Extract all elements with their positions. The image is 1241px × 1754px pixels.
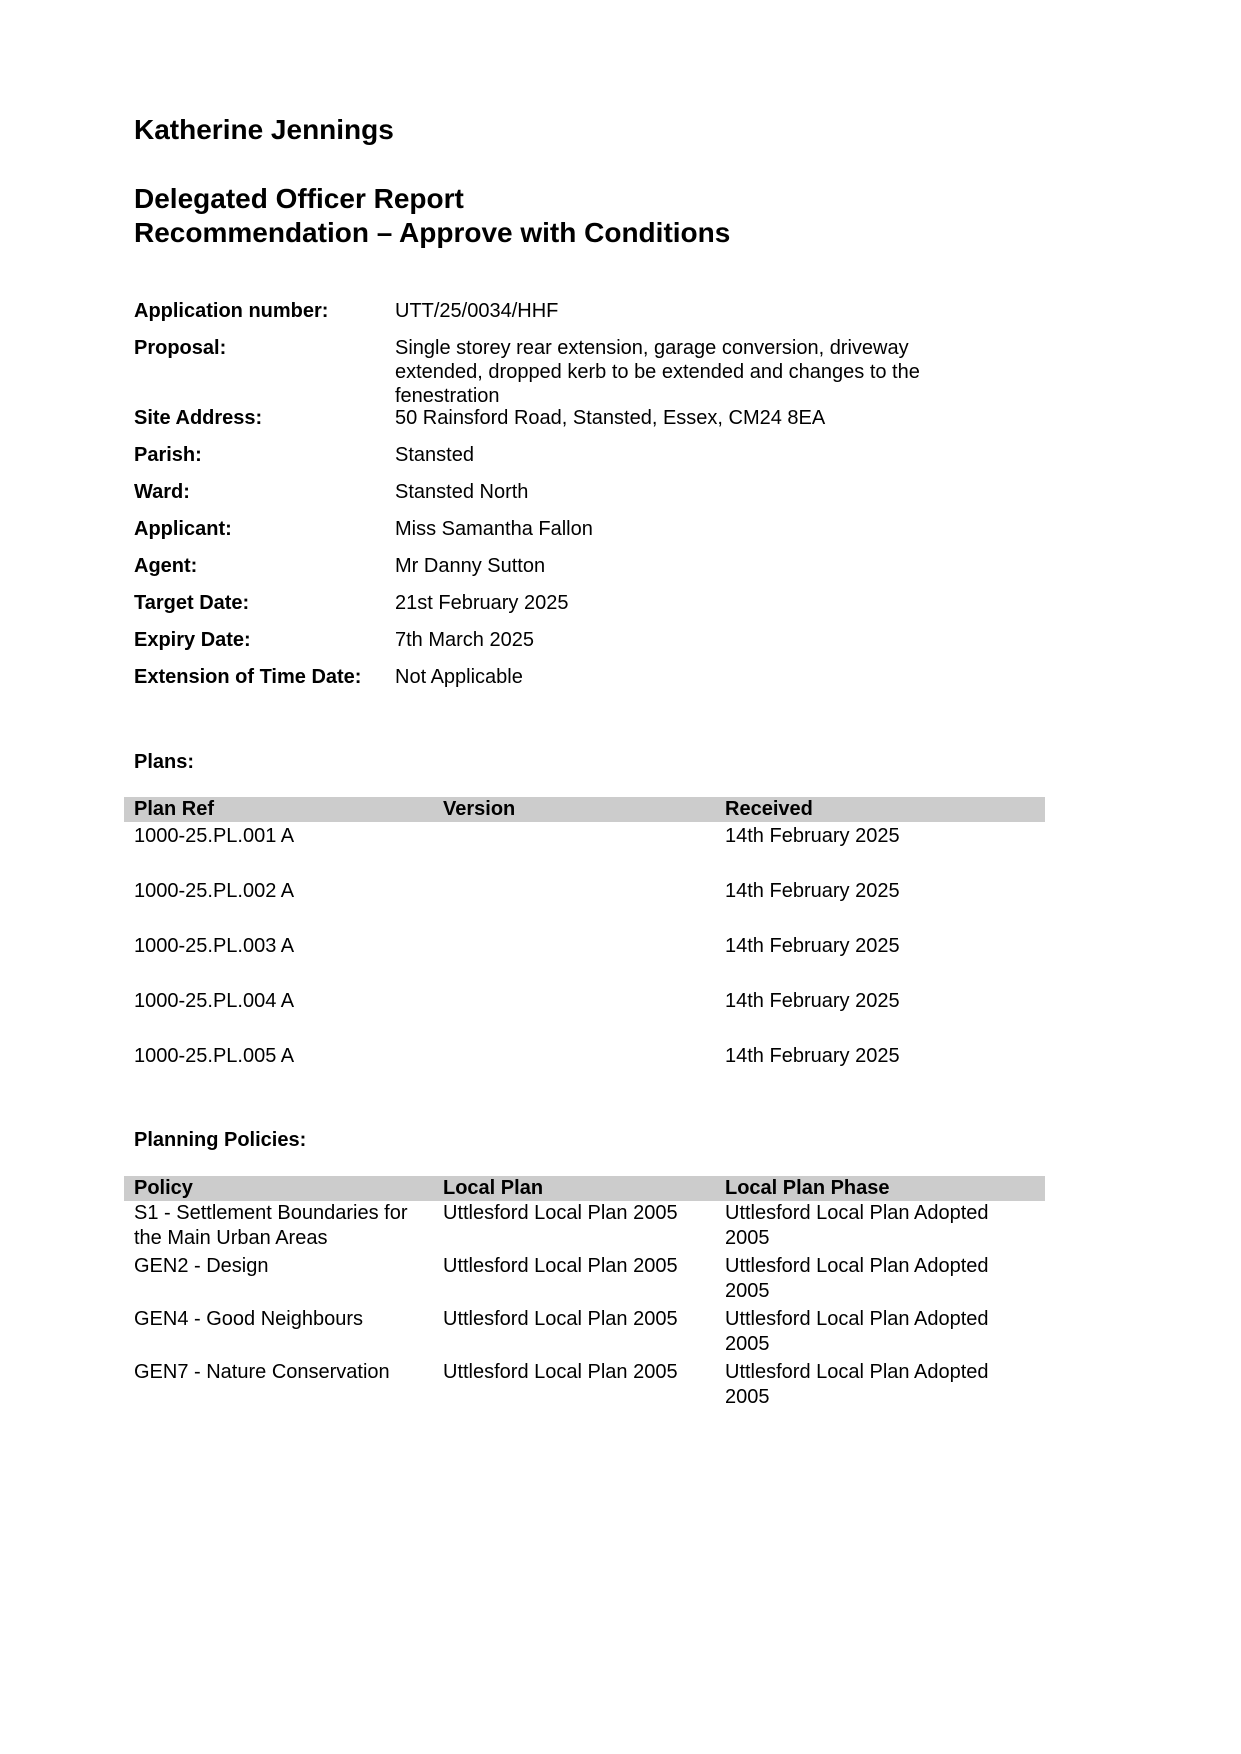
report-recommendation: Recommendation – Approve with Conditions	[134, 217, 731, 248]
table-row	[124, 1254, 1045, 1307]
plan-received-cell: 14th February 2025	[725, 935, 900, 957]
plan-received-cell: 14th February 2025	[725, 990, 900, 1012]
detail-row-extension-of-time-date	[134, 665, 954, 702]
plan-ref-cell: 1000-25.PL.005 A	[134, 1045, 295, 1067]
local-plan-phase-cell: Uttlesford Local Plan Adopted 2005	[725, 1255, 989, 1302]
table-row	[124, 987, 1045, 1042]
plan-ref-cell: 1000-25.PL.001 A	[134, 825, 295, 847]
detail-label: Target Date:	[134, 592, 250, 614]
detail-value: 21st February 2025	[395, 592, 569, 614]
plan-version-cell	[433, 989, 715, 1042]
column-header-received: Received	[725, 798, 813, 820]
column-header-plan-ref: Plan Ref	[134, 798, 215, 820]
detail-row-parish	[134, 443, 954, 480]
local-plan-cell: Uttlesford Local Plan 2005	[443, 1202, 678, 1224]
local-plan-phase-cell: Uttlesford Local Plan Adopted 2005	[725, 1202, 989, 1249]
detail-value: Stansted North	[395, 481, 529, 503]
table-row	[124, 877, 1045, 932]
report-title-block	[134, 182, 730, 250]
plan-received-cell: 14th February 2025	[725, 1045, 900, 1067]
table-row	[124, 932, 1045, 987]
plans-table	[124, 797, 1045, 1097]
detail-label: Ward:	[134, 481, 190, 503]
detail-label: Proposal:	[134, 337, 227, 359]
detail-value: 7th March 2025	[395, 629, 534, 651]
plan-ref-cell: 1000-25.PL.004 A	[134, 990, 295, 1012]
local-plan-phase-cell: Uttlesford Local Plan Adopted 2005	[725, 1308, 989, 1355]
detail-value: Stansted	[395, 444, 474, 466]
policies-table	[124, 1176, 1045, 1413]
policy-cell: GEN4 - Good Neighbours	[134, 1308, 364, 1330]
plan-ref-cell: 1000-25.PL.003 A	[134, 935, 295, 957]
column-header-local-plan-phase: Local Plan Phase	[725, 1177, 890, 1199]
plan-received-cell: 14th February 2025	[725, 825, 900, 847]
detail-label: Site Address:	[134, 407, 263, 429]
policy-cell: S1 - Settlement Boundaries for the Main Urban Areas	[134, 1202, 408, 1249]
plan-received-cell: 14th February 2025	[725, 880, 900, 902]
detail-label: Agent:	[134, 555, 198, 577]
detail-value: Not Applicable	[395, 666, 523, 688]
detail-value: Single storey rear extension, garage conversion, driveway extended, dropped kerb to be extended and changes to the fenestration	[395, 337, 920, 407]
table-row	[124, 822, 1045, 877]
detail-row-proposal	[134, 336, 954, 406]
plan-version-cell	[433, 1044, 715, 1097]
table-row	[124, 1360, 1045, 1413]
detail-row-agent	[134, 554, 954, 591]
plans-heading: Plans:	[134, 751, 195, 773]
report-title: Delegated Officer Report	[134, 183, 464, 214]
detail-label: Parish:	[134, 444, 202, 466]
detail-label: Application number:	[134, 300, 329, 322]
detail-row-site-address	[134, 406, 954, 443]
detail-value: UTT/25/0034/HHF	[395, 300, 559, 322]
table-header-row	[124, 1176, 1045, 1201]
detail-label: Expiry Date:	[134, 629, 251, 651]
table-row	[124, 1042, 1045, 1097]
detail-label: Extension of Time Date:	[134, 666, 362, 688]
detail-value: Mr Danny Sutton	[395, 555, 546, 577]
application-details	[134, 299, 954, 702]
table-header-row	[124, 797, 1045, 822]
plan-version-cell	[433, 934, 715, 987]
plan-ref-cell: 1000-25.PL.002 A	[134, 880, 295, 902]
detail-row-target-date	[134, 591, 954, 628]
local-plan-phase-cell: Uttlesford Local Plan Adopted 2005	[725, 1361, 989, 1408]
local-plan-cell: Uttlesford Local Plan 2005	[443, 1255, 678, 1277]
column-header-local-plan: Local Plan	[443, 1177, 544, 1199]
detail-row-ward	[134, 480, 954, 517]
column-header-version: Version	[443, 798, 516, 820]
detail-row-application-number	[134, 299, 954, 336]
detail-row-expiry-date	[134, 628, 954, 665]
officer-name: Katherine Jennings	[134, 114, 394, 145]
table-row	[124, 1201, 1045, 1254]
plan-version-cell	[433, 824, 715, 877]
table-row	[124, 1307, 1045, 1360]
detail-label: Applicant:	[134, 518, 232, 540]
column-header-policy: Policy	[134, 1177, 193, 1199]
detail-value: 50 Rainsford Road, Stansted, Essex, CM24 8EA	[395, 407, 826, 429]
policy-cell: GEN7 - Nature Conservation	[134, 1361, 390, 1383]
policy-cell: GEN2 - Design	[134, 1255, 269, 1277]
detail-row-applicant	[134, 517, 954, 554]
local-plan-cell: Uttlesford Local Plan 2005	[443, 1361, 678, 1383]
policies-heading: Planning Policies:	[134, 1129, 307, 1151]
plan-version-cell	[433, 879, 715, 932]
detail-value: Miss Samantha Fallon	[395, 518, 593, 540]
local-plan-cell: Uttlesford Local Plan 2005	[443, 1308, 678, 1330]
